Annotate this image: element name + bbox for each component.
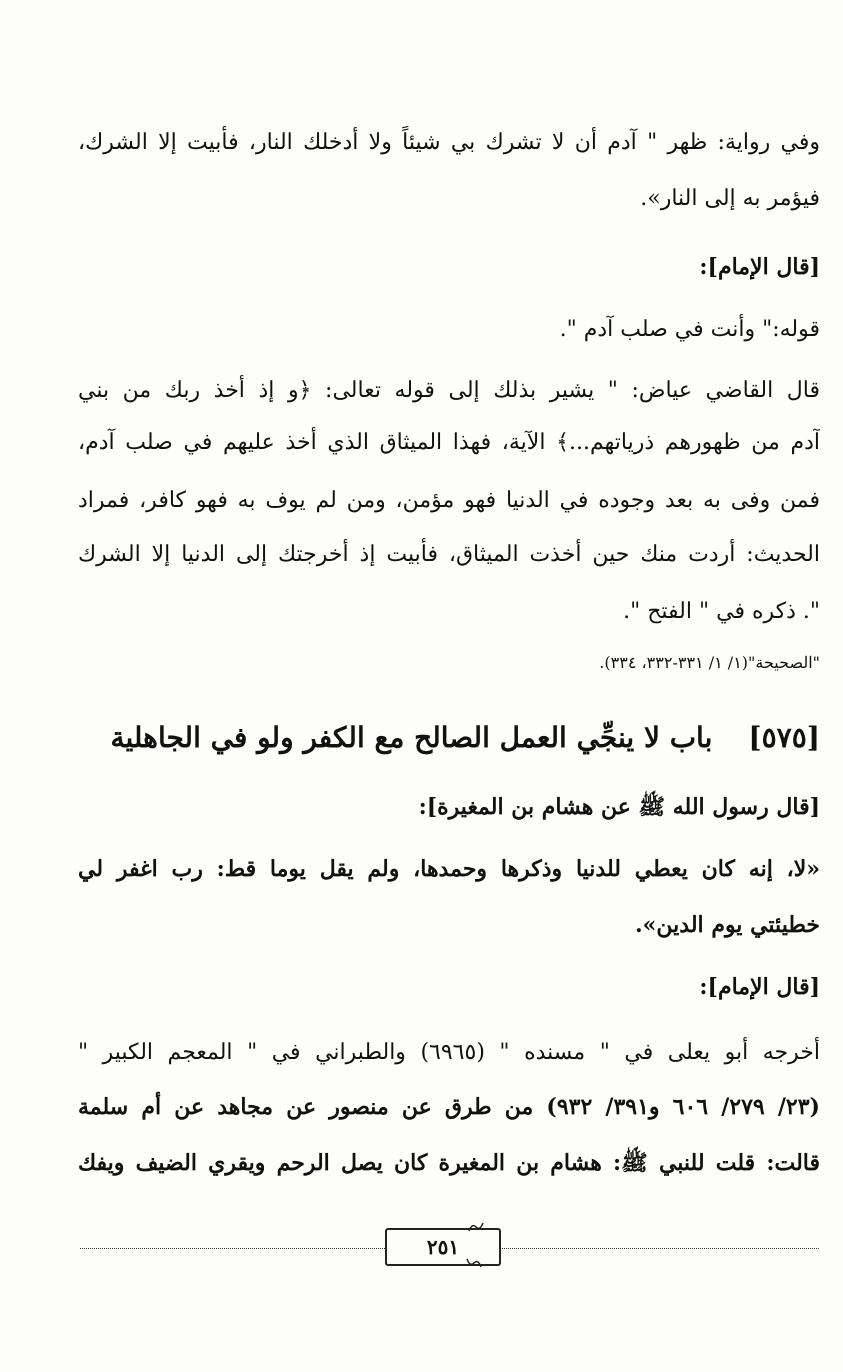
hadith-text: «لا، إنه كان يعطي للدنيا وذكرها وحمدها، ولم يقل يوما قط: رب اغفر لي (78, 856, 820, 882)
chapter-title: باب لا ينجِّي العمل الصالح مع الكفر ولو في الجاهلية (110, 721, 713, 754)
text-line: وفي رواية: ظهر " آدم أن لا تشرك بي شيئاً ولا أدخلك النار، فأبيت إلا الشرك، (78, 130, 820, 155)
text-line: قال القاضي عياض: " يشير بذلك إلى قوله تعالى: ﴿و إذ أخذ ربك من بني (78, 378, 820, 403)
text-line: قالت: قلت للنبي ﷺ: هشام بن المغيرة كان يصل الرحم ويقري الضيف ويفك (78, 1150, 820, 1176)
footer-rule-right (497, 1248, 819, 1249)
text-line: ". ذكره في " الفتح ". (623, 599, 820, 624)
hadith-text: خطيئتي يوم الدين». (635, 912, 820, 938)
text-line: أخرجه أبو يعلى في " مسنده " (٦٩٦٥) والطبراني في " المعجم الكبير " (78, 1040, 820, 1065)
hadith-intro: [قال رسول الله ﷺ عن هشام بن المغيرة]: (418, 794, 820, 820)
text-line: آدم من ظهورهم ذرياتهم...﴾ الآية، فهذا الميثاق الذي أخذ عليهم في صلب آدم، (78, 430, 820, 455)
corner-ornament-icon (468, 1222, 484, 1232)
text-line: قوله:" وأنت في صلب آدم ". (559, 317, 820, 342)
page-number: ٢٥١ (426, 1235, 460, 1259)
corner-ornament-icon (466, 1258, 482, 1268)
imam-heading: [قال الإمام]: (699, 974, 820, 1000)
text-line: فيؤمر به إلى النار». (640, 186, 820, 211)
text-line: فمن وفى به بعد وجوده في الدنيا فهو مؤمن، ومن لم يوف به فهو كافر، فمراد (78, 488, 820, 513)
chapter-heading (78, 718, 820, 758)
page-number-box (385, 1228, 501, 1266)
chapter-number: [٥٧٥] (748, 721, 820, 754)
text-line: الحديث: أردت منك حين أخذت الميثاق، فأبيت إذ أخرجتك إلى الدنيا إلا الشرك (78, 542, 820, 567)
text-line: (٢٣/ ٢٧٩/ ٦٠٦ و٣٩١/ ٩٣٢) من طرق عن منصور عن مجاهد عن أم سلمة (78, 1094, 820, 1120)
imam-heading: [قال الإمام]: (699, 254, 820, 280)
reference-line: "الصحيحة"(١/ ١/ ٣٣١-٣٣٢، ٣٣٤). (599, 653, 820, 672)
footer-rule-left (80, 1248, 385, 1249)
